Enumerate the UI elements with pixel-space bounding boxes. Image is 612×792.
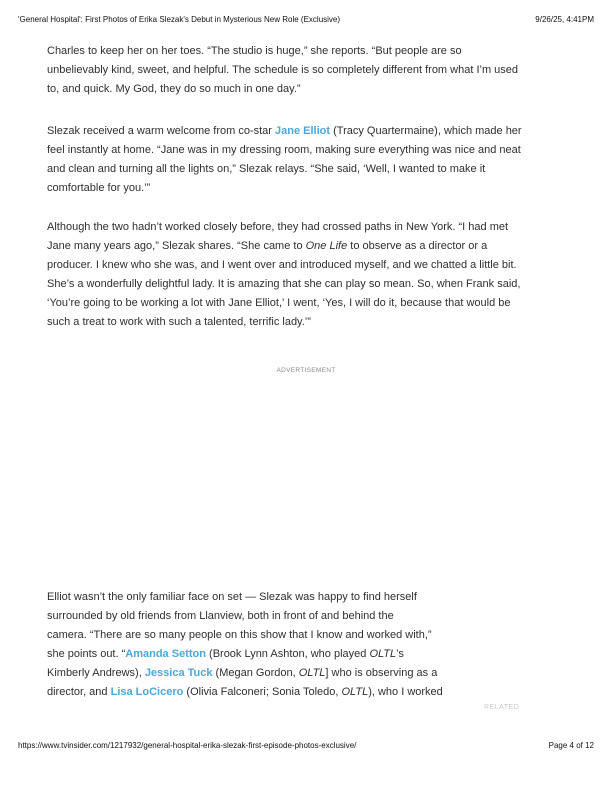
text-run: to observe as a director or a xyxy=(347,240,488,252)
paragraph-line: Elliot wasn’t the only familiar face on set — Slezak was happy to find herself xyxy=(47,591,417,603)
text-run: (Megan Gordon, xyxy=(212,667,299,679)
print-footer xyxy=(18,741,594,750)
italic-title: OLTL xyxy=(369,648,397,660)
paragraph-line: Although the two hadn’t worked closely before, they had crossed paths in New York. “I had met xyxy=(47,221,509,233)
italic-title: One Life xyxy=(305,240,348,252)
paragraph-line: producer. I knew who she was, and I went over and introduced myself, and we chatted a little bit. xyxy=(47,259,517,271)
italic-title: OLTL xyxy=(341,686,369,698)
text-run: ] who is observing as a xyxy=(325,667,438,679)
paragraph-line: such a treat to work with such a talented, terrific lady.’” xyxy=(47,316,311,328)
paragraph-line xyxy=(47,237,520,256)
link-lisa-locicero[interactable]: Lisa LoCicero xyxy=(110,686,184,698)
text-run: ’s xyxy=(396,648,404,660)
paragraph-line xyxy=(47,645,443,664)
page-url: https://www.tvinsider.com/1217932/general-hospital-erika-slezak-first-episode-photos-exclusive/ xyxy=(18,741,357,750)
text-run: (Brook Lynn Ashton, who played xyxy=(205,648,370,660)
related-label: RELATED xyxy=(484,704,520,711)
text-run: (Tracy Quartermaine), which made her xyxy=(330,125,522,137)
paragraph-line: ‘You’re going to be working a lot with Jane Elliot,’ I went, ‘Yes, I will do it, because that would be xyxy=(47,297,511,309)
article-paragraph xyxy=(47,122,522,198)
paragraph-line: camera. “There are so many people on this show that I know and worked with,” xyxy=(47,629,432,641)
print-header xyxy=(18,15,594,24)
paragraph-line: She’s a wonderfully delightful lady. It is amazing that she can play so mean. So, when Frank said, xyxy=(47,278,521,290)
paragraph-line: feel instantly at home. “Jane was in my dressing room, making sure everything was nice and neat xyxy=(47,144,521,156)
paragraph-line: comfortable for you.’” xyxy=(47,182,151,194)
paragraph-line: unbelievably kind, sweet, and helpful. The schedule is so completely different from what I’m used xyxy=(47,64,519,76)
link-jane-elliot[interactable]: Jane Elliot xyxy=(275,125,331,137)
text-run: (Olivia Falconeri; Sonia Toledo, xyxy=(183,686,342,698)
print-datetime: 9/26/25, 4:41PM xyxy=(535,15,594,24)
paragraph-line: and clean and turning all the lights on,” Slezak relays. “She said, ‘Well, I wanted to make it xyxy=(47,163,486,175)
paragraph-line: to, and quick. My God, they do so much in one day.” xyxy=(47,83,301,95)
paragraph-line: surrounded by old friends from Llanview, both in front of and behind the xyxy=(47,610,394,622)
paragraph-line xyxy=(47,683,443,702)
text-run: Slezak received a warm welcome from co-star xyxy=(47,125,276,137)
text-run: Jane many years ago,” Slezak shares. “She came to xyxy=(47,240,306,252)
article-paragraph xyxy=(47,42,518,99)
article-paragraph xyxy=(47,588,443,702)
page-title: 'General Hospital': First Photos of Erika Slezak's Debut in Mysterious New Role (Exclusive) xyxy=(18,15,341,24)
text-run: director, and xyxy=(47,686,111,698)
page-number: Page 4 of 12 xyxy=(548,741,594,750)
link-amanda-setton[interactable]: Amanda Setton xyxy=(125,648,206,660)
advertisement-label: ADVERTISEMENT xyxy=(276,367,336,374)
italic-title: OLTL xyxy=(298,667,326,679)
link-jessica-tuck[interactable]: Jessica Tuck xyxy=(144,667,213,679)
text-run: she points out. “ xyxy=(47,648,126,660)
article-paragraph xyxy=(47,218,520,332)
text-run: ), who I worked xyxy=(368,686,443,698)
paragraph-line xyxy=(47,122,522,141)
text-run: Kimberly Andrews), xyxy=(47,667,145,679)
paragraph-line xyxy=(47,664,443,683)
paragraph-line: Charles to keep her on her toes. “The studio is huge,” she reports. “But people are so xyxy=(47,45,462,57)
